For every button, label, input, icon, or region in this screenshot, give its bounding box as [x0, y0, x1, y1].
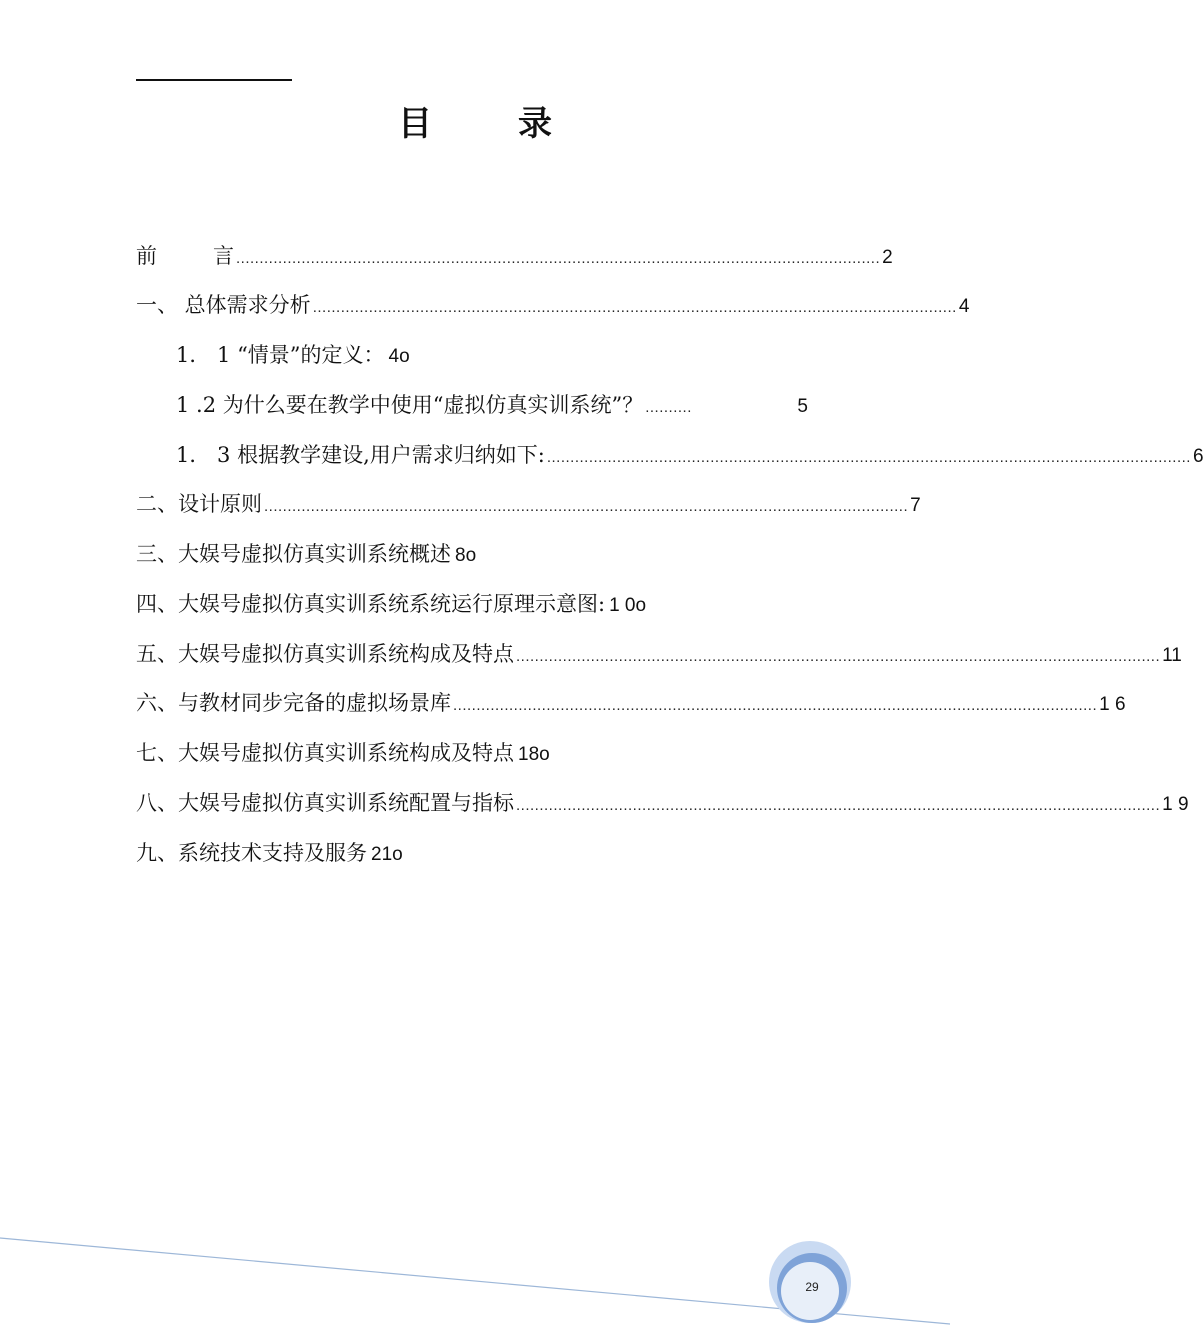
toc-entry-4[interactable]	[136, 589, 646, 619]
toc-leader: ..........................................................................................................................................	[236, 250, 881, 267]
toc-leader: ..........................................................................................................................................	[453, 697, 1098, 714]
toc-entry-6[interactable]	[136, 688, 1126, 718]
toc-page: 1 0o	[609, 595, 647, 616]
toc-label: 二、设计原则	[136, 492, 262, 516]
toc-label: 四、大娱号虚拟仿真实训系统系统运行原理示意图:	[136, 592, 606, 616]
toc-page: 8o	[455, 545, 477, 566]
toc-leader: ..........................................................................................................................................	[516, 797, 1161, 814]
toc-label-b: 言	[213, 244, 234, 268]
toc-page: 11	[1162, 645, 1182, 666]
header-rule	[136, 79, 292, 81]
toc-entry-5[interactable]	[136, 639, 1182, 669]
toc-entry-1-1[interactable]	[176, 340, 410, 370]
toc-leader: ..........................................................................................................................................	[516, 648, 1161, 665]
toc-page: 4o	[388, 346, 410, 367]
toc-entry-2[interactable]	[136, 489, 921, 519]
toc-leader: ..........................................................................................................................................	[264, 498, 909, 515]
toc-label: 六、与教材同步完备的虚拟场景库	[136, 691, 451, 715]
page-number: 29	[805, 1280, 819, 1294]
toc-entry-1-2[interactable]	[176, 390, 808, 420]
page-title	[0, 96, 950, 145]
toc-entry-7[interactable]	[136, 738, 550, 768]
toc-label: 1． 1 “情景”的定义：	[176, 343, 385, 367]
toc-page: 2	[882, 247, 893, 268]
toc-page: 1 9	[1162, 794, 1189, 815]
toc-label-a: 前	[136, 244, 157, 268]
toc-label: 七、大娱号虚拟仿真实训系统构成及特点	[136, 741, 514, 765]
toc-page: 4	[958, 296, 970, 317]
toc-leader: ..........	[645, 399, 692, 416]
toc-entry-3[interactable]	[136, 539, 476, 569]
toc-page: 5	[797, 396, 808, 417]
toc-label: 1 .2 为什么要在教学中使用“虚拟仿真实训系统”？	[176, 393, 644, 417]
title-char-2: 录	[518, 104, 552, 144]
toc-entry-preface[interactable]	[136, 241, 893, 271]
toc-leader: ..........................................................................................................................................	[312, 299, 957, 316]
title-char-1: 目	[398, 104, 432, 144]
toc-label: 八、大娱号虚拟仿真实训系统配置与指标	[136, 791, 514, 815]
toc-page: 1 6	[1099, 694, 1126, 715]
toc-label: 三、大娱号虚拟仿真实训系统概述	[136, 542, 451, 566]
toc-label: 九、系统技术支持及服务	[136, 841, 367, 865]
toc-label: 1． 3 根据教学建设,用户需求归纳如下:	[176, 443, 545, 467]
toc-page: 7	[910, 495, 921, 516]
toc-label: 一、 总体需求分析	[136, 293, 311, 317]
toc-page: 18o	[518, 744, 550, 765]
toc-page: 6	[1192, 446, 1204, 467]
toc-entry-1[interactable]	[136, 290, 970, 320]
toc-label: 五、大娱号虚拟仿真实训系统构成及特点	[136, 642, 514, 666]
toc-entry-8[interactable]	[136, 788, 1189, 818]
toc-leader: ..........................................................................................................................................	[546, 449, 1191, 466]
toc-page: 21o	[371, 844, 403, 865]
toc-entry-1-3[interactable]	[176, 440, 1204, 470]
toc-entry-9[interactable]	[136, 838, 403, 868]
